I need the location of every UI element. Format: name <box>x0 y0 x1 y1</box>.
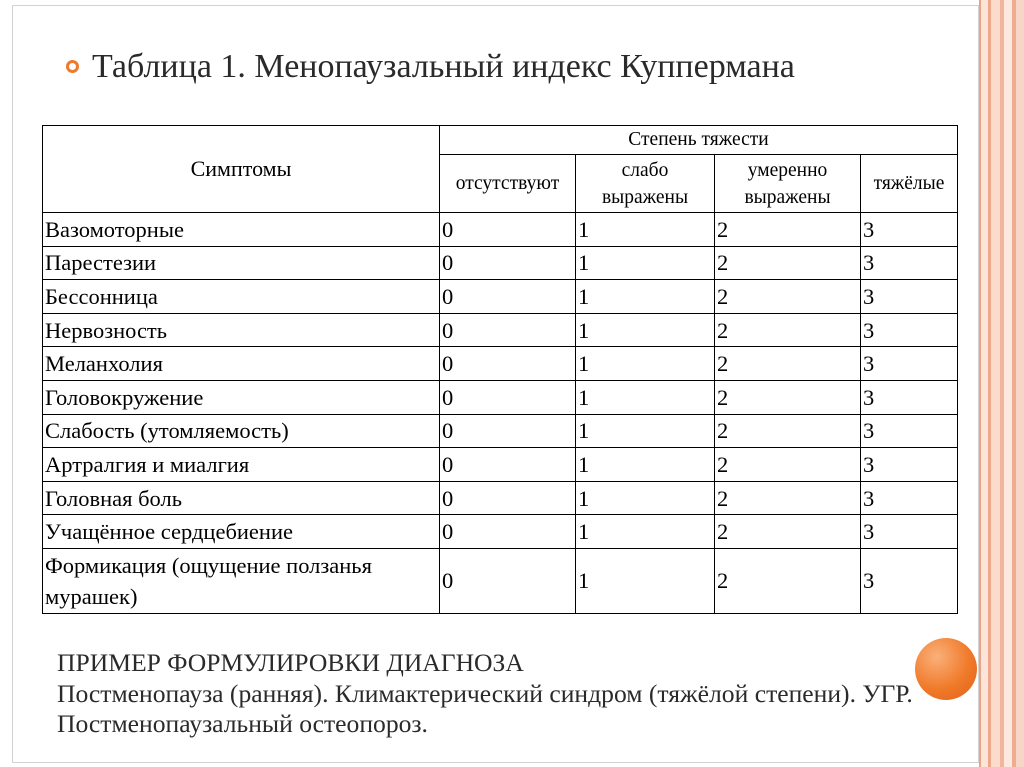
score-mild: 1 <box>576 246 715 280</box>
score-absent: 0 <box>440 313 576 347</box>
score-mild: 1 <box>576 213 715 247</box>
diagnosis-line: Постменопаузальный остеопороз. <box>57 709 428 738</box>
score-absent: 0 <box>440 213 576 247</box>
score-mild: 1 <box>576 347 715 381</box>
score-severe: 3 <box>861 448 958 482</box>
severity-level-mild <box>576 155 715 213</box>
circle-bullet-icon <box>66 60 79 73</box>
score-moderate: 2 <box>715 313 861 347</box>
symptom-row <box>43 515 958 549</box>
score-moderate: 2 <box>715 380 861 414</box>
symptom-row <box>43 548 958 613</box>
symptom-row <box>43 313 958 347</box>
score-severe: 3 <box>861 515 958 549</box>
symptom-row <box>43 380 958 414</box>
table-header <box>43 126 958 213</box>
score-moderate: 2 <box>715 213 861 247</box>
score-absent: 0 <box>440 548 576 613</box>
score-moderate: 2 <box>715 448 861 482</box>
symptom-name: Меланхолия <box>43 347 440 381</box>
score-mild: 1 <box>576 481 715 515</box>
score-moderate: 2 <box>715 246 861 280</box>
symptom-name: Формикация (ощущение ползанья мурашек) <box>43 548 440 613</box>
orange-circle-decoration <box>915 638 977 700</box>
score-moderate: 2 <box>715 548 861 613</box>
diagnosis-heading: ПРИМЕР ФОРМУЛИРОВКИ ДИАГНОЗА <box>57 648 524 677</box>
symptom-row <box>43 246 958 280</box>
symptoms-column-header: Симптомы <box>43 126 440 213</box>
kupperman-index-table <box>42 125 958 614</box>
severity-level-severe <box>861 155 958 213</box>
decorative-stripe <box>1004 0 1012 767</box>
score-absent: 0 <box>440 246 576 280</box>
symptom-name: Вазомоторные <box>43 213 440 247</box>
score-absent: 0 <box>440 380 576 414</box>
score-mild: 1 <box>576 414 715 448</box>
score-mild: 1 <box>576 548 715 613</box>
score-moderate: 2 <box>715 481 861 515</box>
symptom-name: Парестезии <box>43 246 440 280</box>
symptom-name: Головокружение <box>43 380 440 414</box>
score-severe: 3 <box>861 246 958 280</box>
symptom-row <box>43 448 958 482</box>
symptom-row <box>43 280 958 314</box>
score-mild: 1 <box>576 448 715 482</box>
decorative-stripe <box>991 0 1000 767</box>
severity-level-moderate <box>715 155 861 213</box>
score-absent: 0 <box>440 515 576 549</box>
score-severe: 3 <box>861 280 958 314</box>
score-severe: 3 <box>861 347 958 381</box>
score-moderate: 2 <box>715 280 861 314</box>
score-mild: 1 <box>576 313 715 347</box>
symptom-row <box>43 213 958 247</box>
score-mild: 1 <box>576 515 715 549</box>
symptom-name: Учащённое сердцебиение <box>43 515 440 549</box>
score-severe: 3 <box>861 481 958 515</box>
score-severe: 3 <box>861 380 958 414</box>
severity-level-label: отсутствуют <box>455 173 560 194</box>
score-severe: 3 <box>861 313 958 347</box>
score-absent: 0 <box>440 448 576 482</box>
diagnosis-line: Постменопауза (ранняя). Климактерический синдром (тяжёлой степени). УГР. <box>57 678 913 708</box>
symptom-name: Слабость (утомляемость) <box>43 414 440 448</box>
severity-level-label: тяжёлые <box>873 173 945 194</box>
score-mild: 1 <box>576 280 715 314</box>
symptom-name: Нервозность <box>43 313 440 347</box>
diagnosis-example <box>57 648 913 740</box>
severity-level-label: умеренно выражены <box>744 159 831 208</box>
symptom-row <box>43 481 958 515</box>
score-severe: 3 <box>861 213 958 247</box>
decorative-stripe <box>981 0 988 767</box>
severity-column-header: Степень тяжести <box>440 126 958 155</box>
slide-title: Таблица 1. Менопаузальный индекс Куппермана <box>92 48 795 85</box>
decorative-stripe <box>1016 0 1024 767</box>
score-absent: 0 <box>440 280 576 314</box>
symptom-row <box>43 414 958 448</box>
score-absent: 0 <box>440 481 576 515</box>
score-moderate: 2 <box>715 414 861 448</box>
table-header-row <box>43 126 958 155</box>
score-absent: 0 <box>440 347 576 381</box>
severity-level-label: слабо выражены <box>601 159 689 208</box>
symptom-name: Бессонница <box>43 280 440 314</box>
table-body <box>43 213 958 614</box>
score-absent: 0 <box>440 414 576 448</box>
symptom-row <box>43 347 958 381</box>
score-moderate: 2 <box>715 347 861 381</box>
score-severe: 3 <box>861 548 958 613</box>
score-moderate: 2 <box>715 515 861 549</box>
symptom-name: Артралгия и миалгия <box>43 448 440 482</box>
symptom-name: Головная боль <box>43 481 440 515</box>
severity-level-absent <box>440 155 576 213</box>
score-severe: 3 <box>861 414 958 448</box>
score-mild: 1 <box>576 380 715 414</box>
